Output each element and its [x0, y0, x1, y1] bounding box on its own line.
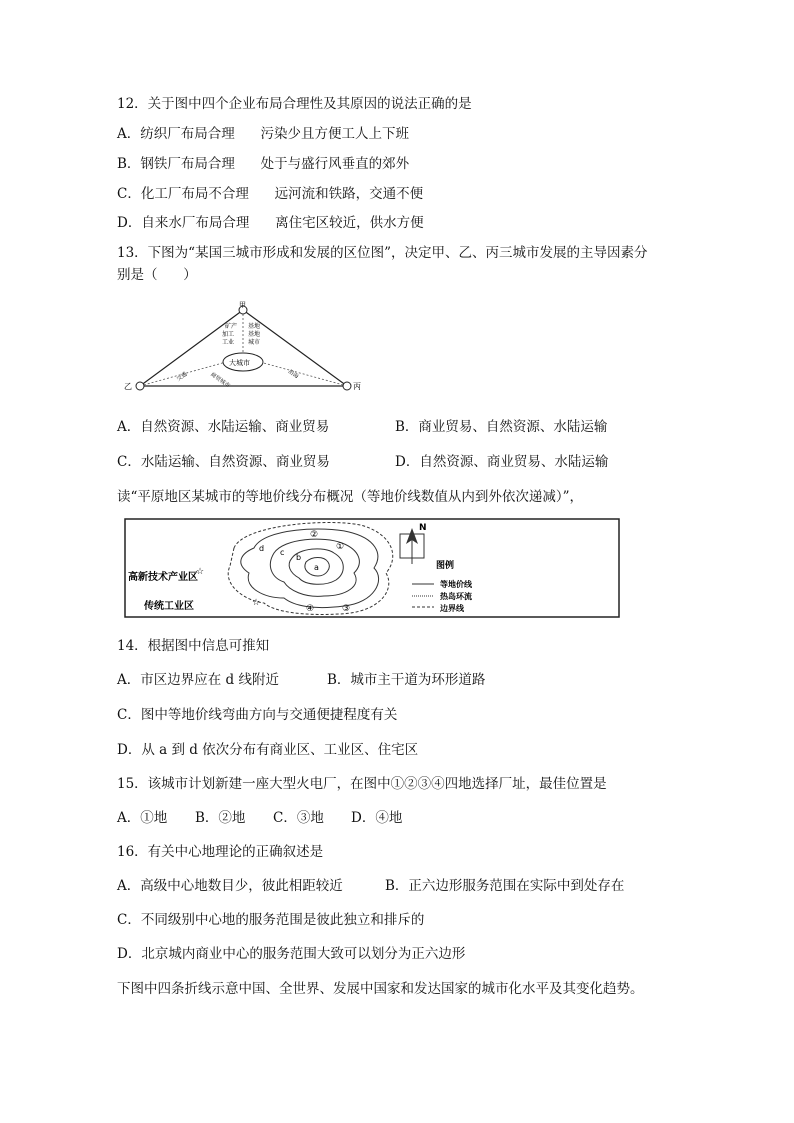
q12-option-c: C．化工厂布局不合理 远河流和铁路，交通不便 — [117, 186, 424, 202]
label-bottom-left: 商贸城市 — [209, 371, 231, 390]
contour-label-a: a — [314, 563, 319, 572]
q13-options-row2 — [117, 453, 608, 471]
q14-option-c: C．图中等地价线弯曲方向与交通便捷程度有关 — [117, 707, 398, 723]
q14-option-a: A．市区边界应在 d 线附近 — [117, 672, 279, 688]
q12-option-b: B．钢铁厂布局合理 处于与盛行风垂直的郊外 — [117, 156, 410, 172]
q16-options-row1 — [117, 877, 624, 895]
q12-option-a: A．纺织厂布局合理 污染少且方便工人上下班 — [117, 126, 409, 142]
q13-option-c: C．水陆运输、自然资源、商业贸易 — [117, 454, 330, 470]
q15-stem: 15．该城市计划新建一座大型火电厂，在图中①②③④四地选择厂址，最佳位置是 — [117, 776, 607, 792]
contour-label-c: c — [280, 548, 285, 557]
q13-option-a: A．自然资源、水陆运输、商业贸易 — [117, 419, 330, 435]
vertex-top-label: 甲 — [239, 301, 246, 309]
city-location-diagram — [118, 300, 368, 400]
q13-stem-line2: 别是（ ） — [117, 267, 197, 283]
center-label: 大城市 — [229, 359, 250, 367]
star-icon: ☆ — [252, 598, 261, 608]
vertex-left-marker — [136, 382, 144, 390]
contour-label-b: b — [296, 553, 302, 562]
contour-label-d: d — [259, 544, 265, 553]
q15-options — [117, 809, 402, 827]
q12-option-d: D．自来水厂布局合理 离住宅区较近，供水方便 — [117, 215, 424, 231]
label-left-mid: 加工 — [222, 331, 235, 338]
q14-option-d: D．从 a 到 d 依次分布有商业区、工业区、住宅区 — [117, 742, 419, 758]
q14-option-b: B．城市主干道为环形道路 — [327, 672, 486, 688]
label-bottom-mid: 交通 — [175, 371, 189, 383]
label-right-top: 基地 — [248, 323, 261, 330]
vertex-left-label: 乙 — [124, 382, 132, 391]
q15-option-a: A．①地 — [117, 810, 168, 826]
vertex-right-marker — [343, 382, 351, 390]
q13-options-row1 — [117, 418, 607, 436]
q16-option-d: D．北京城内商业中心的服务范围大致可以划分为正六边形 — [117, 946, 466, 962]
label-bottom-right: 沿海 — [286, 368, 300, 381]
circle-label-1: ① — [336, 542, 345, 552]
q13-option-b: B．商业贸易、自然资源、水陆运输 — [395, 419, 608, 435]
q13-option-d: D．自然资源、商业贸易、水陆运输 — [395, 454, 609, 470]
hightech-zone-label: 高新技术产业区 — [128, 572, 198, 583]
circle-label-2: ② — [310, 530, 319, 540]
legend-item-contour: 等地价线 — [440, 580, 472, 589]
q16-option-a: A．高级中心地数目少，彼此相距较近 — [117, 878, 343, 894]
north-label: N — [419, 523, 427, 533]
q13-stem-line1: 13．下图为“某国三城市形成和发展的区位图”，决定甲、乙、丙三城市发展的主导因素分 — [117, 245, 648, 261]
legend-item-heat: 热岛环流 — [440, 592, 472, 601]
q12-stem: 12．关于图中四个企业布局合理性及其原因的说法正确的是 — [117, 96, 472, 112]
q16-stem: 16．有关中心地理论的正确叙述是 — [117, 844, 324, 860]
circle-label-3: ③ — [342, 604, 351, 614]
q15-option-c: C．③地 — [273, 810, 324, 826]
legend-item-boundary: 边界线 — [440, 604, 464, 613]
label-left-bot: 工业 — [222, 339, 235, 346]
label-left-top: 矿产 — [225, 323, 238, 330]
q15-option-d: D．④地 — [351, 810, 403, 826]
circle-label-4: ④ — [306, 604, 315, 614]
vertex-right-label: 丙 — [353, 382, 361, 391]
star-icon: ☆ — [196, 567, 205, 577]
traditional-zone-label: 传统工业区 — [144, 601, 194, 612]
q15-option-b: B．②地 — [195, 810, 246, 826]
q14-options-row1 — [117, 671, 485, 689]
q16-option-c: C．不同级别中心地的服务范围是彼此独立和排斥的 — [117, 912, 425, 928]
label-right-mid: 基地 — [248, 331, 261, 338]
q16-option-b: B．正六边形服务范围在实际中到处存在 — [385, 878, 625, 894]
legend-title: 图例 — [436, 561, 455, 571]
q14-stem: 14．根据图中信息可推知 — [117, 638, 270, 654]
map-intro: 读“平原地区某城市的等地价线分布概况（等地价线数值从内到外依次递减）”， — [117, 489, 584, 505]
label-right-bot: 城市 — [248, 339, 261, 346]
land-price-map — [124, 518, 620, 618]
next-section-intro: 下图中四条折线示意中国、全世界、发展中国家和发达国家的城市化水平及其变化趋势。 — [117, 981, 644, 997]
